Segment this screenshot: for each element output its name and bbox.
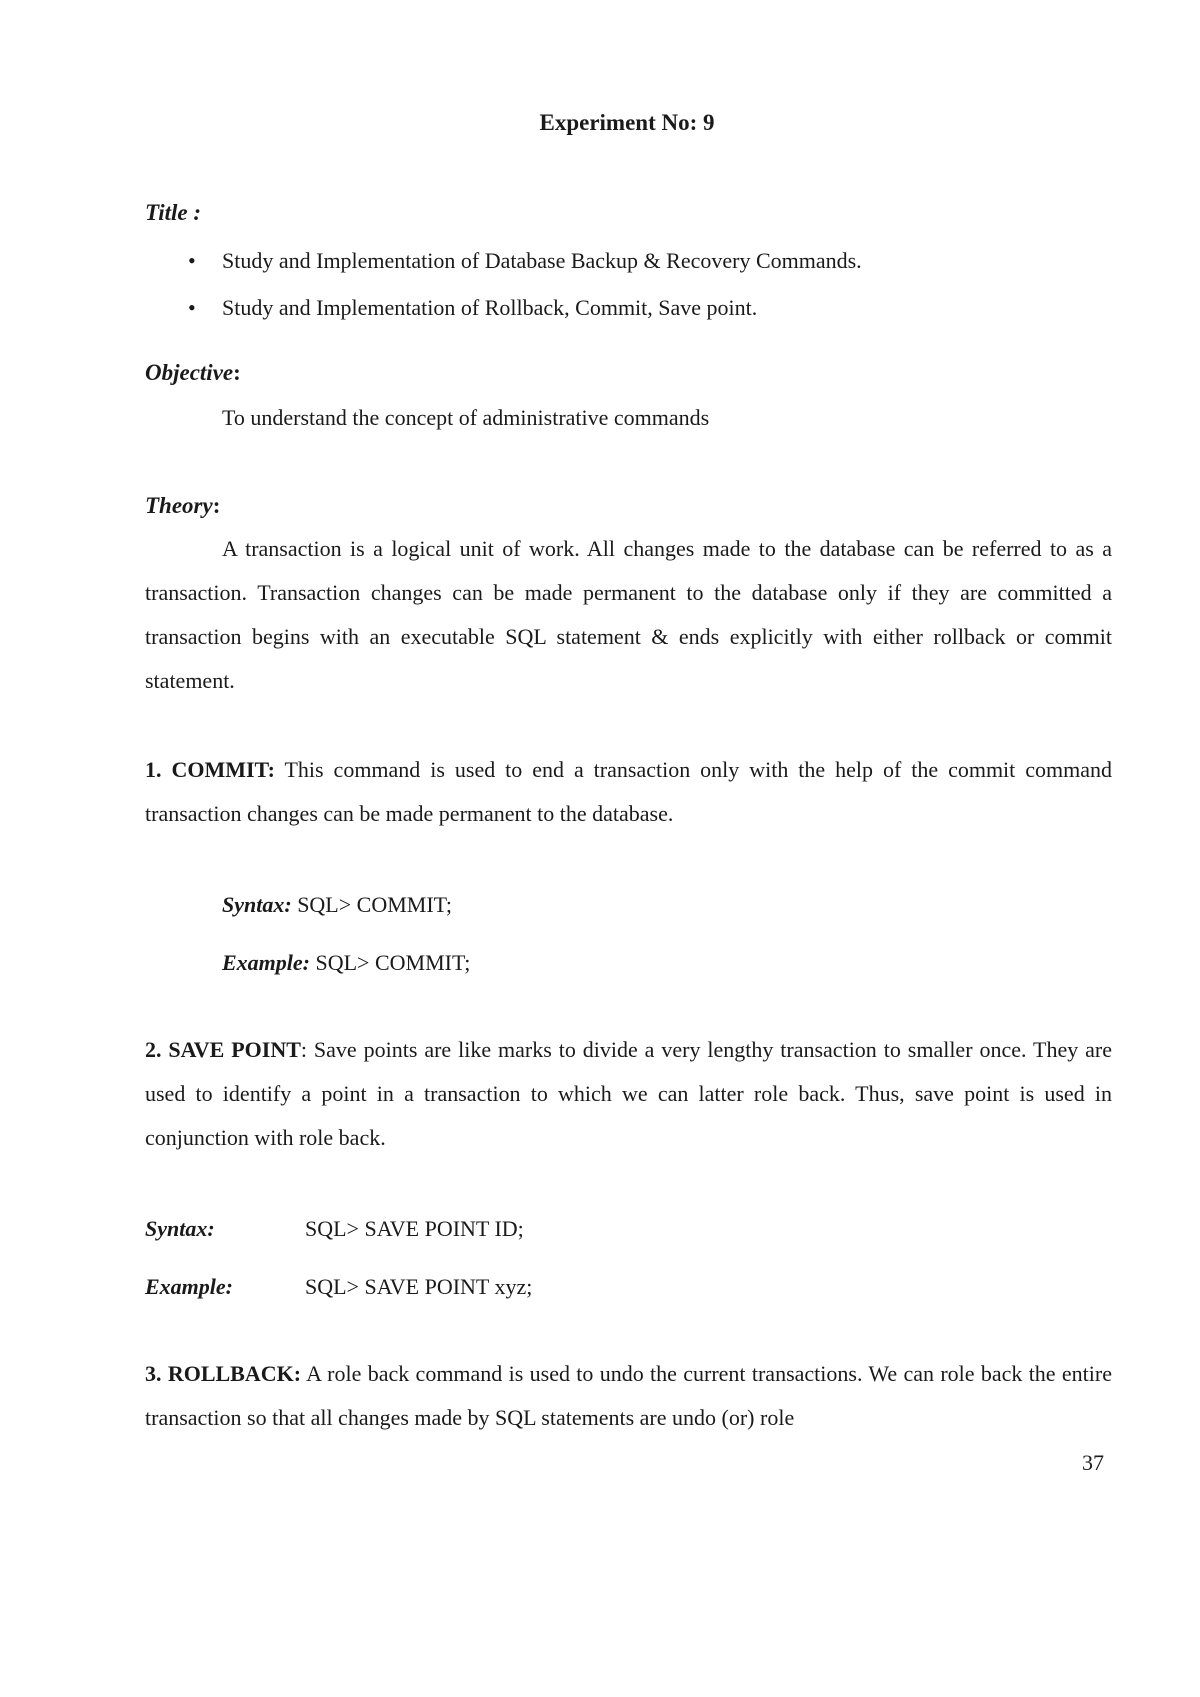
title-label: Title : xyxy=(145,200,201,225)
objective-heading xyxy=(145,360,241,386)
savepoint-paragraph xyxy=(145,1028,1112,1160)
theory-colon: : xyxy=(212,493,221,518)
objective-colon: : xyxy=(233,360,241,385)
commit-syntax-label: Syntax: xyxy=(222,892,292,917)
savepoint-heading: 2. SAVE POINT xyxy=(145,1037,301,1062)
commit-example-label: Example: xyxy=(222,950,310,975)
rollback-heading: 3. ROLLBACK: xyxy=(145,1361,302,1386)
savepoint-syntax-label: Syntax: xyxy=(145,1216,215,1241)
theory-paragraph: A transaction is a logical unit of work. All changes made to the database can be referred to as a transaction. Transaction changes can be made permanent to the database only if they are committed a transaction begins with an executable SQL statement & ends explicitly with either rollback or commit statement. xyxy=(145,536,1112,693)
rollback-text: A role back command is used to undo the current transactions. We can role back the entire transaction so that all changes made by SQL statements are undo (or) role xyxy=(145,1361,1112,1430)
title-bullet-2: Study and Implementation of Rollback, Commit, Save point. xyxy=(222,295,758,320)
page-heading: Experiment No: 9 xyxy=(539,110,715,135)
commit-heading: 1. COMMIT: xyxy=(145,757,275,782)
commit-example-line xyxy=(222,941,470,985)
commit-example-value: SQL> COMMIT; xyxy=(310,950,471,975)
commit-syntax-line xyxy=(222,883,452,927)
savepoint-example-value: SQL> SAVE POINT xyz; xyxy=(305,1274,533,1299)
rollback-paragraph xyxy=(145,1352,1112,1440)
savepoint-syntax-value: SQL> SAVE POINT ID; xyxy=(305,1216,524,1241)
objective-label: Objective xyxy=(145,360,234,385)
theory-label: Theory xyxy=(145,493,213,518)
commit-paragraph xyxy=(145,748,1112,836)
objective-text: To understand the concept of administrative commands xyxy=(222,405,710,430)
theory-heading xyxy=(145,493,220,519)
page-number: 37 xyxy=(1082,1450,1104,1475)
title-bullet-1: Study and Implementation of Database Backup & Recovery Commands. xyxy=(222,248,862,273)
savepoint-example-label: Example: xyxy=(145,1274,233,1299)
commit-text: This command is used to end a transaction only with the help of the commit command transaction changes can be made permanent to the database. xyxy=(145,757,1112,826)
bullet-icon: • xyxy=(188,295,196,320)
commit-syntax-value: SQL> COMMIT; xyxy=(291,892,453,917)
savepoint-text: : Save points are like marks to divide a very lengthy transaction to smaller once. They are used to identify a point in a transaction to which we can latter role back. Thus, save point is used in conjunction with role back. xyxy=(145,1037,1112,1150)
bullet-icon: • xyxy=(188,248,196,273)
